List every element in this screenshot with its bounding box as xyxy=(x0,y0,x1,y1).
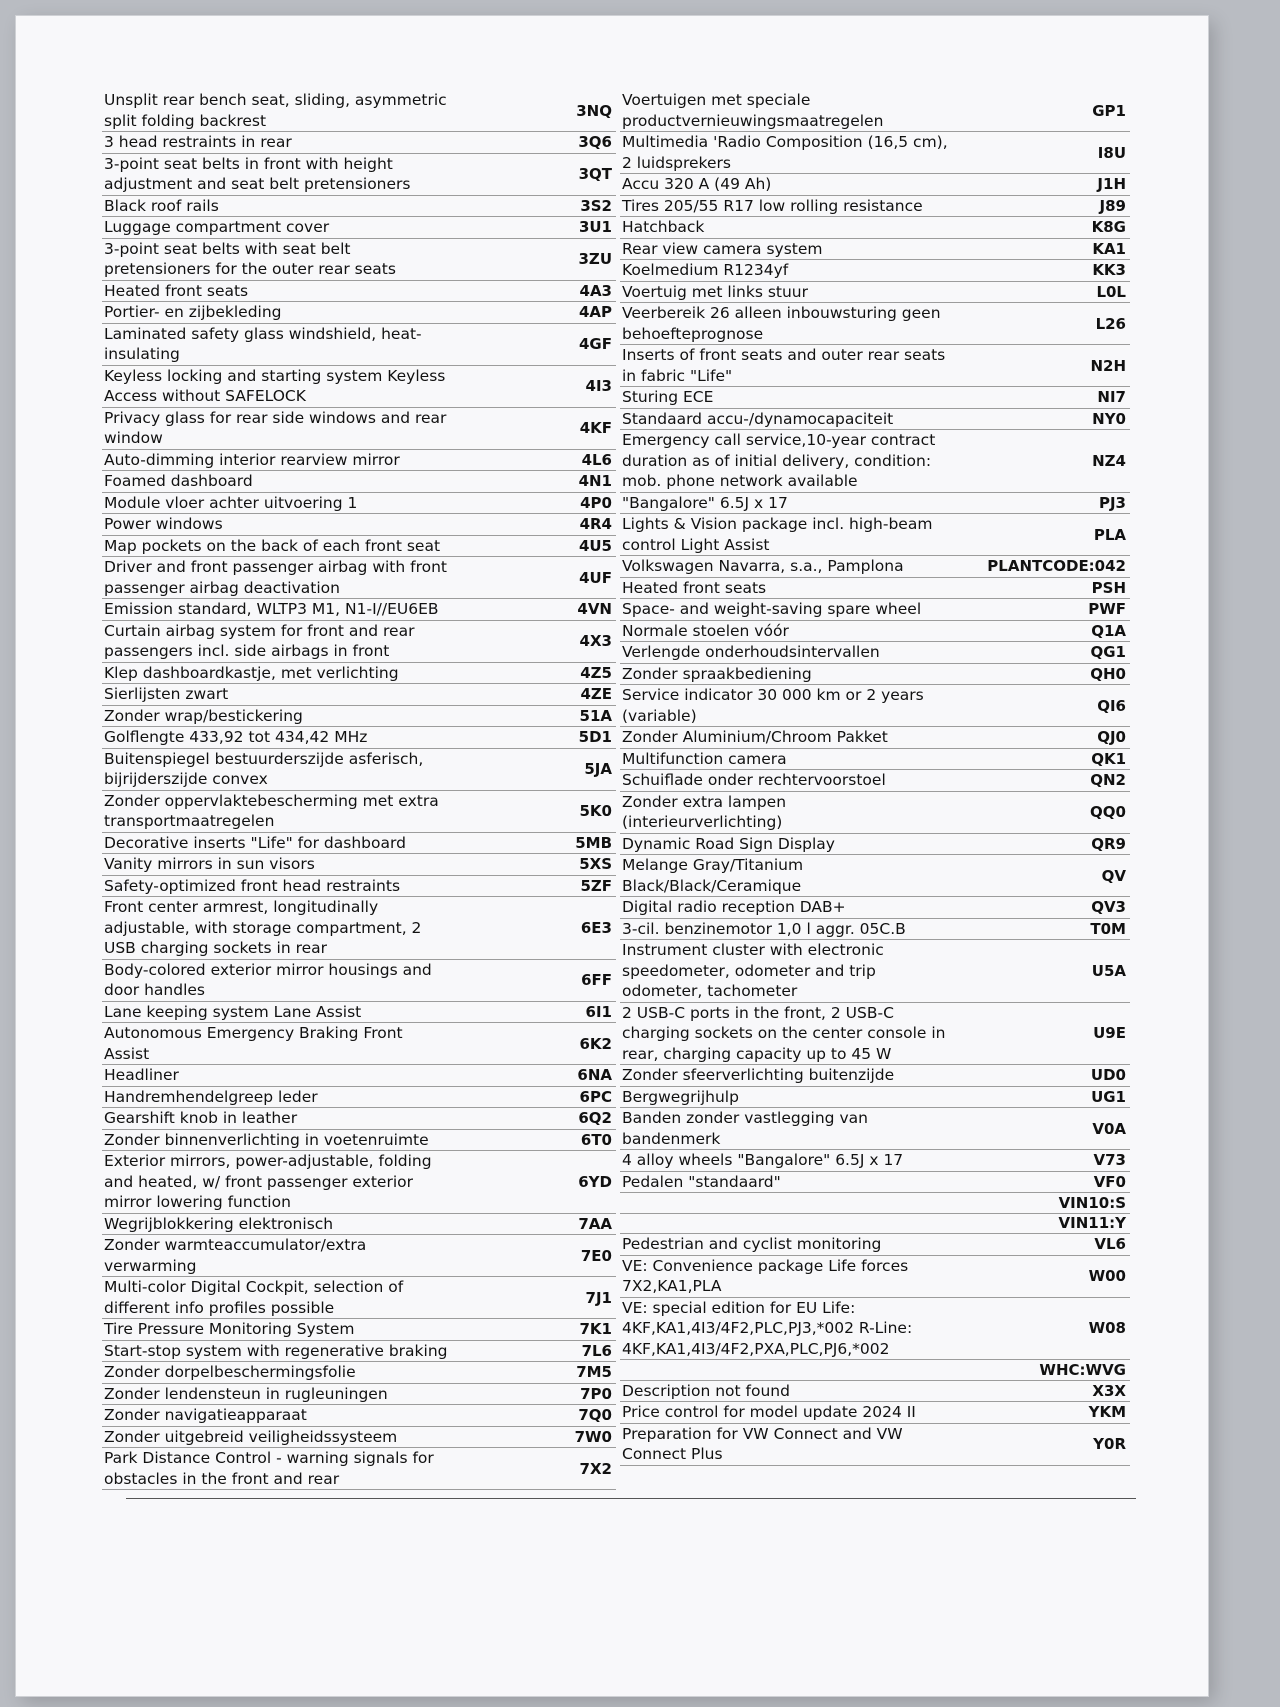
option-description: Handremhendelgreep leder xyxy=(104,1087,318,1106)
option-code: W08 xyxy=(1088,1319,1126,1338)
option-code: YKM xyxy=(1088,1403,1126,1422)
option-description: Zonder uitgebreid veiligheidssysteem xyxy=(104,1427,398,1446)
option-code: 7E0 xyxy=(580,1246,612,1265)
option-row xyxy=(620,430,1130,493)
option-description: Gearshift knob in leather xyxy=(104,1109,298,1127)
option-row xyxy=(620,260,1130,282)
option-row xyxy=(620,90,1130,132)
option-row xyxy=(102,514,616,536)
option-description: Price control for model update 2024 II xyxy=(622,1403,916,1421)
option-description: 3 head restraints in rear xyxy=(104,133,292,151)
option-code: 5JA xyxy=(584,760,612,778)
option-code: QR9 xyxy=(1091,834,1126,853)
option-row xyxy=(102,239,616,281)
option-row xyxy=(620,578,1130,600)
option-code: 4P0 xyxy=(580,493,612,512)
option-description: Privacy glass for rear side windows and rear window xyxy=(104,408,447,447)
option-code: QK1 xyxy=(1091,749,1126,768)
option-code: J1H xyxy=(1097,175,1126,194)
option-code: 6T0 xyxy=(580,1130,612,1149)
option-row xyxy=(620,556,1130,578)
option-row xyxy=(620,409,1130,431)
option-description: Black roof rails xyxy=(104,196,219,215)
option-description: Golflengte 433,92 tot 434,42 MHz xyxy=(104,728,368,746)
option-code: 3Q6 xyxy=(578,133,612,152)
option-code: PJ3 xyxy=(1098,493,1126,512)
option-description: Dynamic Road Sign Display xyxy=(622,834,835,853)
option-code: 4GF xyxy=(579,335,612,353)
option-description: Lane keeping system Lane Assist xyxy=(104,1002,362,1021)
option-code: QG1 xyxy=(1090,643,1126,662)
option-code: 6E3 xyxy=(580,918,612,937)
option-row xyxy=(620,1360,1130,1381)
option-row xyxy=(620,897,1130,919)
option-row xyxy=(102,493,616,515)
option-description: Power windows xyxy=(104,515,223,533)
option-row xyxy=(102,706,616,728)
option-row xyxy=(620,132,1130,174)
option-row xyxy=(102,1362,616,1384)
option-code: I8U xyxy=(1097,143,1126,162)
option-description: Zonder lendensteun in rugleuningen xyxy=(104,1384,388,1403)
option-code: 7Q0 xyxy=(578,1406,612,1425)
option-code: NI7 xyxy=(1097,388,1126,407)
option-code: Q1A xyxy=(1091,621,1126,640)
option-code: 6Q2 xyxy=(578,1109,612,1128)
option-description: Zonder binnenverlichting in voetenruimte xyxy=(104,1130,429,1149)
option-description: VE: special edition for EU Life: 4KF,KA1,4I3/4F2,PLC,PJ3,*002 R-Line: 4KF,KA1,4I3/4F2,PXA,PLC,PJ6,*002 xyxy=(622,1298,913,1358)
option-row xyxy=(102,1065,616,1087)
option-code: QI6 xyxy=(1097,696,1126,715)
option-description: Verlengde onderhoudsintervallen xyxy=(622,643,880,661)
option-description: Pedestrian and cyclist monitoring xyxy=(622,1235,882,1253)
option-description: Hatchback xyxy=(622,218,705,236)
option-row xyxy=(620,1150,1130,1172)
option-row xyxy=(102,324,616,366)
option-code: KA1 xyxy=(1092,239,1126,258)
option-description: 3-point seat belts with seat belt pretensioners for the outer rear seats xyxy=(104,239,396,278)
option-row xyxy=(102,1151,616,1214)
option-code: 6K2 xyxy=(579,1034,612,1053)
option-row xyxy=(620,834,1130,856)
option-code: Y0R xyxy=(1093,1435,1126,1453)
option-code: 6PC xyxy=(579,1087,612,1106)
option-row xyxy=(102,1023,616,1065)
option-row xyxy=(620,217,1130,239)
option-row xyxy=(102,1405,616,1427)
option-row xyxy=(620,749,1130,771)
option-row xyxy=(620,514,1130,556)
option-row xyxy=(102,833,616,855)
option-row xyxy=(102,854,616,876)
option-code: QJ0 xyxy=(1097,728,1126,747)
option-description: Zonder dorpelbeschermingsfolie xyxy=(104,1363,356,1381)
option-row xyxy=(102,749,616,791)
option-row xyxy=(620,1214,1130,1235)
option-description: 2 USB-C ports in the front, 2 USB-C charging sockets on the center console in rear, charging capacity up to 45 W xyxy=(622,1003,946,1063)
option-description: Zonder Aluminium/Chroom Pakket xyxy=(622,728,888,746)
right-option-column xyxy=(620,90,1130,1466)
option-description: Banden zonder vastlegging van bandenmerk xyxy=(622,1109,868,1148)
option-code: 5K0 xyxy=(579,802,612,820)
option-row xyxy=(620,493,1130,515)
option-row xyxy=(620,792,1130,834)
option-description: Standaard accu-/dynamocapaciteit xyxy=(622,409,894,428)
option-description: Zonder oppervlaktebescherming met extra transportmaatregelen xyxy=(104,791,439,830)
option-row xyxy=(102,450,616,472)
option-row xyxy=(102,1087,616,1109)
option-row xyxy=(620,599,1130,621)
option-description: Digital radio reception DAB+ xyxy=(622,898,846,916)
option-code: 7AA xyxy=(578,1214,612,1233)
option-code: U5A xyxy=(1091,961,1126,980)
option-row xyxy=(620,1298,1130,1361)
option-row xyxy=(620,919,1130,941)
option-code: X3X xyxy=(1092,1381,1126,1400)
option-row xyxy=(102,621,616,663)
option-description: Zonder warmteaccumulator/extra verwarming xyxy=(104,1236,367,1275)
option-code: 6YD xyxy=(578,1172,612,1191)
option-description: 4 alloy wheels "Bangalore" 6.5J x 17 xyxy=(622,1151,904,1169)
option-description: VE: Convenience package Life forces 7X2,KA1,PLA xyxy=(622,1256,909,1295)
option-description: Koelmedium R1234yf xyxy=(622,261,789,279)
option-description: 3-point seat belts in front with height adjustment and seat belt pretensioners xyxy=(104,154,411,193)
option-row xyxy=(620,1424,1130,1466)
option-code: V73 xyxy=(1093,1151,1126,1170)
option-description: Normale stoelen vóór xyxy=(622,621,789,640)
option-description: Schuiflade onder rechtervoorstoel xyxy=(622,771,886,789)
option-row xyxy=(620,664,1130,686)
option-row xyxy=(102,366,616,408)
option-code: 7X2 xyxy=(579,1459,612,1478)
option-description: Exterior mirrors, power-adjustable, folding and heated, w/ front passenger exterior mirror lowering function xyxy=(104,1152,432,1211)
option-code: 7K1 xyxy=(579,1320,612,1339)
option-code: 5D1 xyxy=(578,728,612,747)
option-code: 4Z5 xyxy=(580,663,612,682)
option-description: Pedalen "standaard" xyxy=(622,1172,781,1191)
option-description: Sierlijsten zwart xyxy=(104,685,229,703)
option-row xyxy=(620,1087,1130,1109)
option-code: 3NQ xyxy=(576,101,612,120)
option-row xyxy=(620,1256,1130,1298)
option-code: 6FF xyxy=(581,971,612,989)
option-description: Luggage compartment cover xyxy=(104,218,330,236)
option-row xyxy=(620,174,1130,196)
option-description: Heated front seats xyxy=(104,281,249,300)
option-row xyxy=(620,1172,1130,1194)
option-row xyxy=(102,1130,616,1152)
option-description: Service indicator 30 000 km or 2 years (variable) xyxy=(622,686,924,725)
option-row xyxy=(620,727,1130,749)
option-row xyxy=(102,536,616,558)
option-row xyxy=(620,770,1130,792)
option-description: 3-cil. benzinemotor 1,0 l aggr. 05C.B xyxy=(622,919,906,938)
option-code: 7J1 xyxy=(585,1288,612,1307)
option-code: PSH xyxy=(1091,578,1126,597)
option-description: Inserts of front seats and outer rear seats in fabric "Life" xyxy=(622,346,946,385)
option-description: Description not found xyxy=(622,1381,790,1400)
option-row xyxy=(102,684,616,706)
option-code: T0M xyxy=(1090,919,1126,938)
option-description: Zonder spraakbediening xyxy=(622,664,812,683)
option-code: L26 xyxy=(1095,314,1126,333)
option-description: Voertuigen met speciale productvernieuwingsmaatregelen xyxy=(622,91,884,130)
option-description: Module vloer achter uitvoering 1 xyxy=(104,493,358,512)
option-code: VIN11:Y xyxy=(1058,1214,1126,1233)
option-row xyxy=(102,557,616,599)
option-code: PLANTCODE:042 xyxy=(987,557,1126,576)
option-row xyxy=(620,282,1130,304)
option-code: N2H xyxy=(1090,356,1126,375)
option-description: Safety-optimized front head restraints xyxy=(104,876,401,895)
option-description: Foamed dashboard xyxy=(104,472,253,490)
option-code: 6I1 xyxy=(585,1002,612,1021)
option-row xyxy=(102,1448,616,1490)
option-description: Voertuig met links stuur xyxy=(622,282,808,301)
option-code: K8G xyxy=(1091,218,1126,237)
option-code: 7W0 xyxy=(574,1427,612,1446)
option-code: 4I3 xyxy=(585,377,612,395)
option-description: Keyless locking and starting system Keyless Access without SAFELOCK xyxy=(104,366,446,405)
option-row xyxy=(620,1108,1130,1150)
option-row xyxy=(102,897,616,960)
option-description: Heated front seats xyxy=(622,578,767,597)
option-code: W00 xyxy=(1088,1267,1126,1285)
option-description: Emergency call service,10-year contract duration as of initial delivery, condition: mob. phone network available xyxy=(622,431,936,490)
option-row xyxy=(620,196,1130,218)
option-code: PWF xyxy=(1088,600,1126,619)
option-description: Multifunction camera xyxy=(622,749,787,768)
option-row xyxy=(620,1234,1130,1256)
option-description: Headliner xyxy=(104,1066,179,1084)
option-description: Start-stop system with regenerative braking xyxy=(104,1341,448,1360)
option-code: 4X3 xyxy=(579,632,612,650)
option-description: Portier- en zijbekleding xyxy=(104,303,282,321)
document-sheet xyxy=(16,16,1208,1696)
option-row xyxy=(620,1193,1130,1214)
option-description: Tire Pressure Monitoring System xyxy=(104,1320,355,1338)
option-code: 4U5 xyxy=(578,536,612,555)
option-description: Emission standard, WLTP3 M1, N1-I//EU6EB xyxy=(104,600,439,618)
option-code: 5ZF xyxy=(580,876,612,895)
option-row xyxy=(620,1065,1130,1087)
option-description: Decorative inserts "Life" for dashboard xyxy=(104,833,406,852)
option-row xyxy=(102,599,616,621)
option-row xyxy=(102,302,616,324)
option-code: 5XS xyxy=(579,855,612,874)
option-description: Accu 320 A (49 Ah) xyxy=(622,175,772,193)
option-row xyxy=(620,345,1130,387)
option-description: Driver and front passenger airbag with front passenger airbag deactivation xyxy=(104,558,447,597)
option-description: Tires 205/55 R17 low rolling resistance xyxy=(622,196,923,215)
option-code: VIN10:S xyxy=(1058,1193,1126,1212)
option-code: 4R4 xyxy=(579,515,612,534)
option-description: Park Distance Control - warning signals for obstacles in the front and rear xyxy=(104,1449,434,1488)
option-description: Multi-color Digital Cockpit, selection of different info profiles possible xyxy=(104,1278,404,1317)
option-description: Map pockets on the back of each front seat xyxy=(104,536,441,555)
option-row xyxy=(620,1402,1130,1424)
option-code: 4ZE xyxy=(580,685,612,704)
option-row xyxy=(620,303,1130,345)
option-description: Zonder wrap/bestickering xyxy=(104,706,303,725)
option-row xyxy=(102,727,616,749)
option-description: Vanity mirrors in sun visors xyxy=(104,855,315,873)
option-row xyxy=(620,387,1130,409)
option-code: V0A xyxy=(1092,1119,1126,1138)
option-description: Melange Gray/Titanium Black/Black/Ceramique xyxy=(622,856,804,895)
option-description: Curtain airbag system for front and rear passengers incl. side airbags in front xyxy=(104,621,415,660)
option-description: Zonder extra lampen (interieurverlichting) xyxy=(622,792,787,831)
option-description: Bergwegrijhulp xyxy=(622,1087,739,1106)
option-row xyxy=(620,239,1130,261)
option-row xyxy=(102,154,616,196)
option-code: 4VN xyxy=(577,600,612,619)
option-description: Front center armrest, longitudinally adjustable, with storage compartment, 2 USB charging sockets in rear xyxy=(104,898,422,957)
option-code: 7P0 xyxy=(580,1384,612,1403)
option-code: 4A3 xyxy=(579,281,612,300)
option-code: 4UF xyxy=(579,568,612,587)
option-row xyxy=(620,855,1130,897)
option-code: 4N1 xyxy=(578,472,612,491)
option-code: WHC:WVG xyxy=(1039,1360,1126,1379)
option-description: Auto-dimming interior rearview mirror xyxy=(104,450,400,469)
option-description: Laminated safety glass windshield, heat- insulating xyxy=(104,324,422,363)
option-code: QV xyxy=(1101,866,1126,885)
option-description: Instrument cluster with electronic speedometer, odometer and trip odometer, tachometer xyxy=(622,941,884,1000)
option-description: Wegrijblokkering elektronisch xyxy=(104,1214,334,1233)
option-row xyxy=(102,408,616,450)
option-row xyxy=(102,132,616,154)
option-row xyxy=(620,1003,1130,1066)
option-row xyxy=(620,940,1130,1003)
option-description: "Bangalore" 6.5J x 17 xyxy=(622,493,788,512)
option-description: Buitenspiegel bestuurderszijde asferisch, bijrijderszijde convex xyxy=(104,749,424,788)
option-code: VF0 xyxy=(1093,1172,1126,1191)
option-row xyxy=(620,642,1130,664)
option-code: QH0 xyxy=(1090,664,1126,683)
option-code: GP1 xyxy=(1092,101,1126,120)
option-code: PLA xyxy=(1093,525,1126,544)
bottom-rule xyxy=(126,1498,1136,1499)
option-row xyxy=(102,1384,616,1406)
option-row xyxy=(102,1427,616,1449)
option-code: KK3 xyxy=(1092,261,1126,280)
option-description: Zonder sfeerverlichting buitenzijde xyxy=(622,1066,895,1084)
option-code: 4KF xyxy=(579,419,612,437)
option-description: Veerbereik 26 alleen inbouwsturing geen behoefteprognose xyxy=(622,304,941,343)
option-description: Lights & Vision package incl. high-beam control Light Assist xyxy=(622,515,933,554)
option-code: NZ4 xyxy=(1092,451,1126,470)
option-row xyxy=(102,663,616,685)
option-code: 7M5 xyxy=(576,1363,612,1382)
option-code: 5MB xyxy=(575,833,612,852)
option-row xyxy=(102,196,616,218)
option-description: Preparation for VW Connect and VW Connect Plus xyxy=(622,1424,903,1463)
option-code: 3S2 xyxy=(580,196,612,215)
option-row xyxy=(102,90,616,132)
option-description: Space- and weight-saving spare wheel xyxy=(622,600,922,618)
option-row xyxy=(102,1002,616,1024)
option-code: QN2 xyxy=(1090,771,1126,790)
option-code: U9E xyxy=(1093,1024,1126,1043)
option-row xyxy=(102,281,616,303)
option-code: NY0 xyxy=(1092,409,1126,428)
option-row xyxy=(102,1108,616,1130)
option-description: Unsplit rear bench seat, sliding, asymmetric split folding backrest xyxy=(104,91,447,130)
option-row xyxy=(102,876,616,898)
option-description: Klep dashboardkastje, met verlichting xyxy=(104,663,399,682)
option-description: Body-colored exterior mirror housings and door handles xyxy=(104,960,432,999)
option-code: 6NA xyxy=(577,1066,612,1085)
option-code: J89 xyxy=(1099,196,1126,215)
option-description: Rear view camera system xyxy=(622,239,823,258)
option-description: Autonomous Emergency Braking Front Assist xyxy=(104,1024,403,1063)
option-row xyxy=(102,1277,616,1319)
option-row xyxy=(620,685,1130,727)
option-code: 4AP xyxy=(578,303,612,322)
option-description: Volkswagen Navarra, s.a., Pamplona xyxy=(622,557,904,575)
option-row xyxy=(102,1341,616,1363)
option-code: 7L6 xyxy=(581,1341,612,1360)
option-row xyxy=(620,621,1130,643)
option-row xyxy=(102,1214,616,1236)
option-code: UG1 xyxy=(1091,1087,1126,1106)
left-option-column xyxy=(102,90,616,1490)
option-code: QQ0 xyxy=(1090,803,1126,821)
option-code: 3ZU xyxy=(578,250,612,268)
option-code: 51A xyxy=(579,706,612,725)
option-code: QV3 xyxy=(1091,898,1126,917)
option-description: Multimedia 'Radio Composition (16,5 cm), 2 luidsprekers xyxy=(622,133,948,172)
option-row xyxy=(102,1319,616,1341)
option-row xyxy=(102,960,616,1002)
option-description: Zonder navigatieapparaat xyxy=(104,1406,307,1424)
option-code: UD0 xyxy=(1090,1066,1126,1085)
option-description: Sturing ECE xyxy=(622,388,714,406)
option-code: L0L xyxy=(1096,282,1126,301)
option-code: 3U1 xyxy=(578,218,612,237)
option-code: 3QT xyxy=(578,165,612,183)
option-row xyxy=(102,471,616,493)
option-row xyxy=(102,791,616,833)
option-row xyxy=(102,217,616,239)
option-code: VL6 xyxy=(1094,1235,1126,1254)
option-row xyxy=(620,1381,1130,1403)
option-code: 4L6 xyxy=(581,450,612,469)
option-row xyxy=(102,1235,616,1277)
